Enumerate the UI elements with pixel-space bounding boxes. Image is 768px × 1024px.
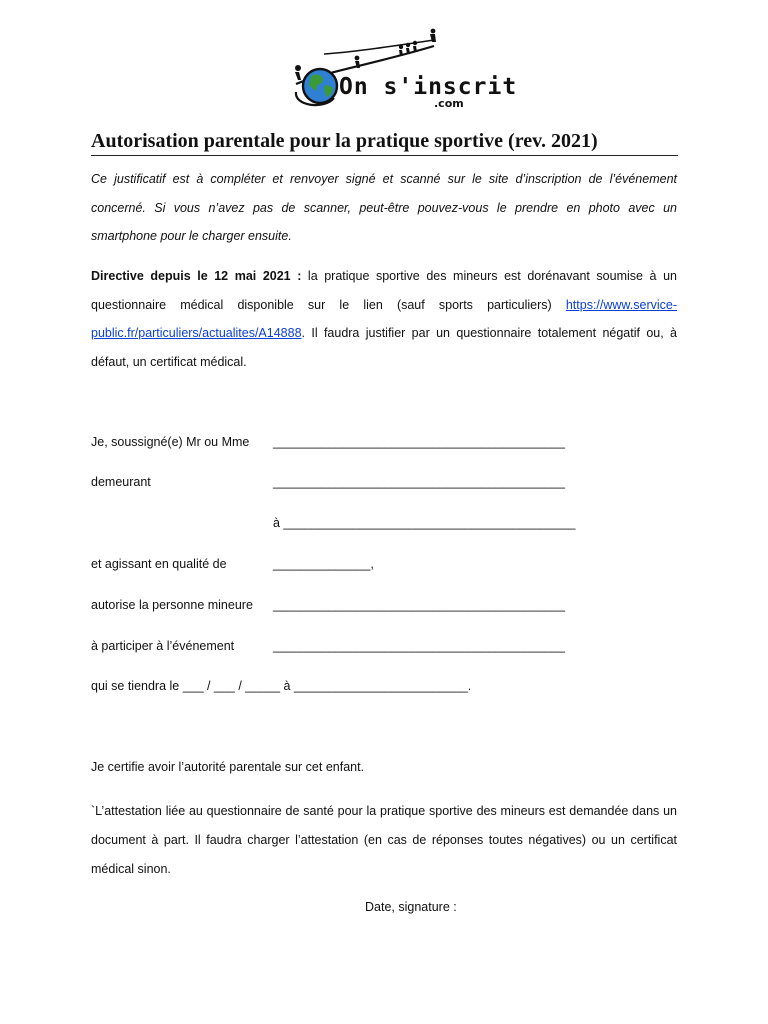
mineur-name-field[interactable]: __________________________________________ (273, 598, 565, 612)
logo (284, 24, 518, 114)
event-name-field[interactable]: __________________________________________ (273, 639, 565, 653)
directive-text-before: la pratique sportive des mineurs est dorénavant soumise à un questionnaire médical disponible sur le lien (sauf sports particuliers) (91, 269, 677, 312)
document-title: Autorisation parentale pour la pratique sportive (rev. 2021) (91, 128, 678, 156)
directive-text-after: . Il faudra justifier par un questionnaire totalement négatif ou, à défaut, un certificat médical. (91, 326, 677, 369)
service-public-link[interactable]: https://www.service-public.fr/particuliers/actualites/A14888 (91, 297, 677, 340)
autorise-label: autorise la personne mineure (91, 598, 253, 612)
participer-label: à participer à l’événement (91, 639, 235, 653)
soussigne-label: Je, soussigné(e) Mr ou Mme (91, 435, 250, 449)
logo-graphic (284, 24, 518, 114)
directive-label: Directive depuis le 12 mai 2021 : (91, 269, 302, 283)
directive-paragraph (91, 262, 677, 376)
globe-icon (303, 69, 337, 103)
qualite-label: et agissant en qualité de (91, 557, 227, 571)
event-date-line[interactable]: qui se tiendra le ___ / ___ / _____ à _________________________. (91, 679, 472, 693)
date-signature-label: Date, signature : (365, 900, 457, 914)
demeurant-label: demeurant (91, 475, 151, 489)
city-field[interactable]: à __________________________________________ (273, 516, 576, 530)
qualite-field[interactable]: ______________, (273, 557, 374, 571)
attestation-paragraph: `L’attestation liée au questionnaire de santé pour la pratique sportive des mineurs est demandée dans un document à part. Il faudra charger l’attestation (en cas de réponses toutes négatives) ou un certificat médical sinon. (91, 804, 677, 876)
demeurant-field[interactable]: __________________________________________ (273, 475, 565, 489)
intro-paragraph: Ce justificatif est à compléter et renvoyer signé et scanné sur le site d’inscription de l’événement concerné. Si vous n’avez pas de scanner, peut-être pouvez-vous le prendre en photo avec un smartphone pour le charger ensuite. (91, 172, 677, 243)
soussigne-field[interactable]: __________________________________________ (273, 435, 565, 449)
logo-text: On s'inscrit (339, 74, 518, 100)
logo-suffix: .com (434, 97, 464, 110)
certify-statement: Je certifie avoir l’autorité parentale sur cet enfant. (91, 760, 365, 774)
